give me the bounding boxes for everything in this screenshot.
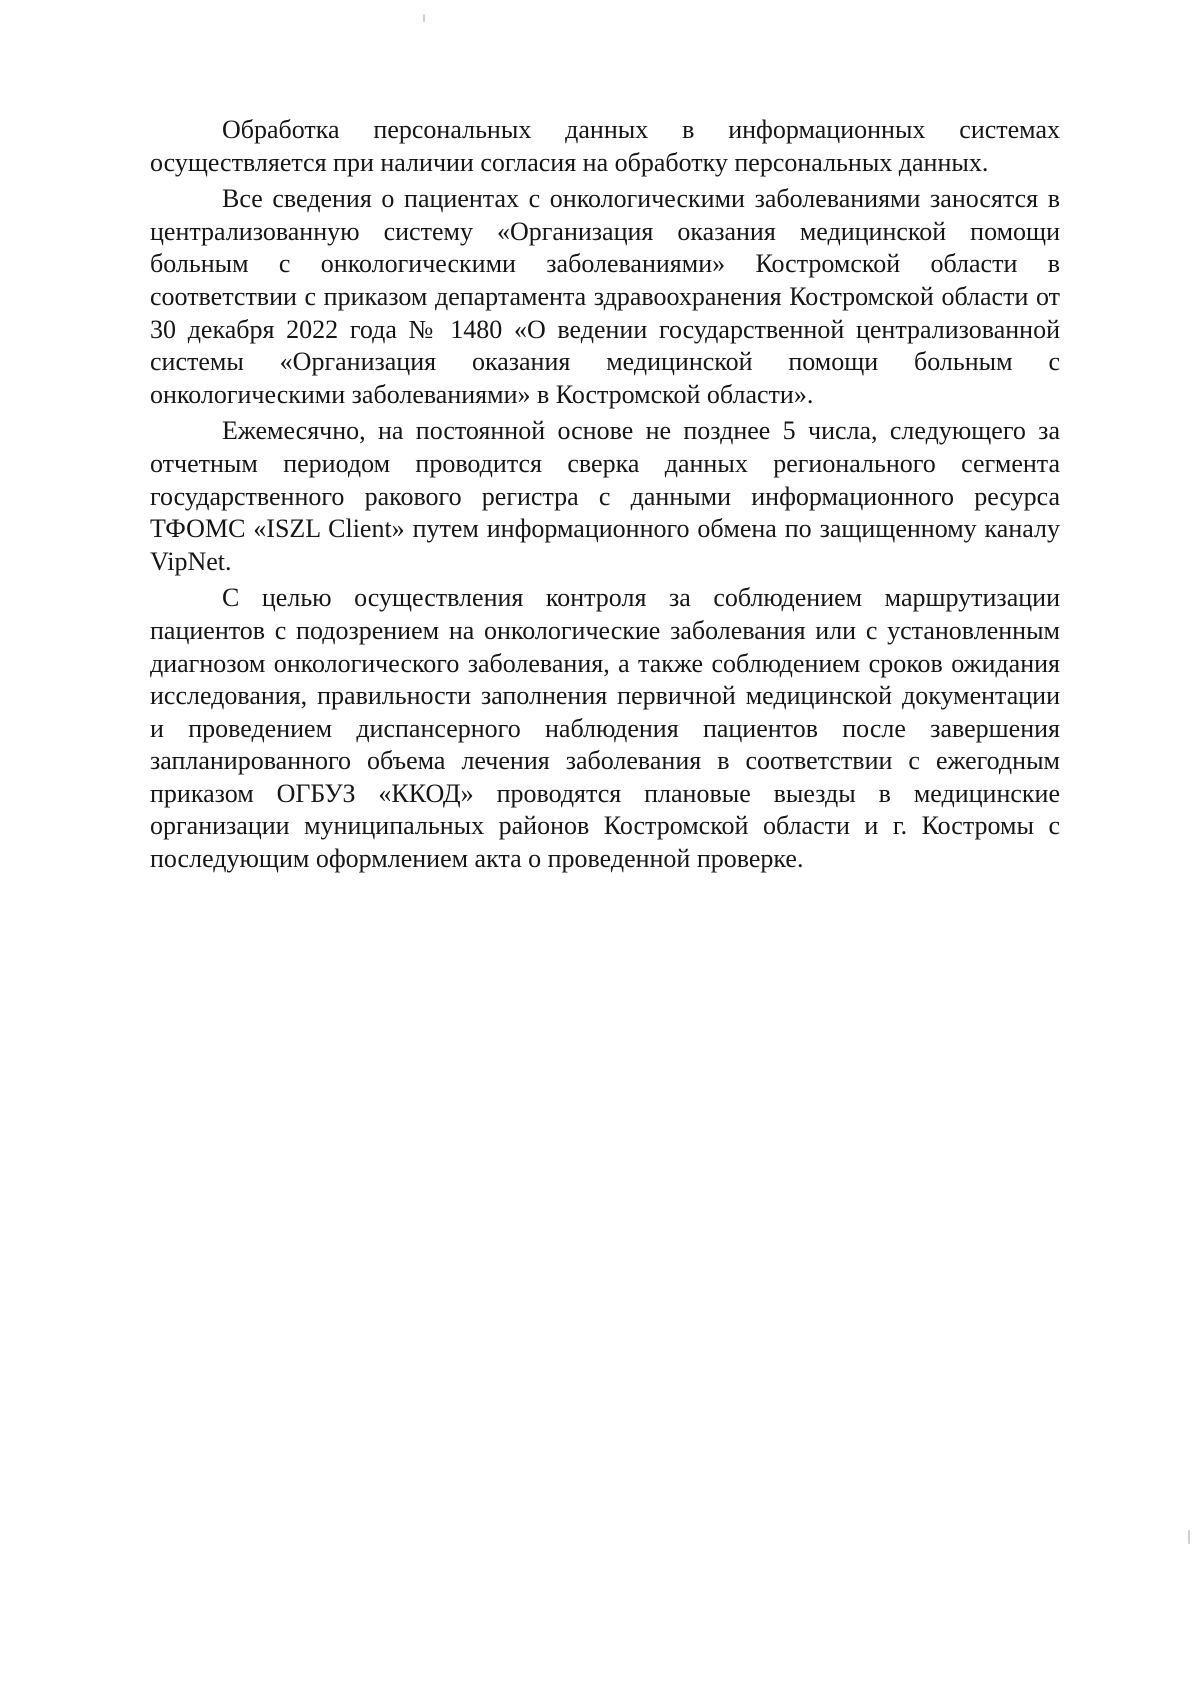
paragraph-control-inspections: С целью осуществления контроля за соблюдением маршрутизации пациентов с подозрением на онкологические заболевания или с установленным диагнозом онкологического заболевания, а также соблюдением сроков ожидания исследования, правильности заполнения первичной медицинской документации и проведением диспансерного наблюдения пациентов после завершения запланированного объема лечения заболевания в соответствии с ежегодным приказом ОГБУЗ «ККОД» проводятся плановые выезды в медицинские организации муниципальных районов Костромской области и г. Костромы с последующим оформлением акта о проведенной проверке. [150, 583, 1060, 874]
scan-speck [1188, 1530, 1190, 1544]
scan-speck [423, 14, 425, 22]
paragraph-monthly-reconciliation: Ежемесячно, на постоянной основе не позднее 5 числа, следующего за отчетным периодом проводится сверка данных регионального сегмента государственного ракового регистра с данными информационного ресурса ТФОМС «ISZL Client» путем информационного обмена по защищенному каналу VipNet. [150, 416, 1060, 576]
document-body [150, 114, 1060, 876]
paragraph-centralized-system: Все сведения о пациентах с онкологическими заболеваниями заносятся в централизованную систему «Организация оказания медицинской помощи больным с онкологическими заболеваниями» Костромской области в соответствии с приказом департамента здравоохранения Костромской области от 30 декабря 2022 года № 1480 «О ведении государственной централизованной системы «Организация оказания медицинской помощи больным с онкологическими заболеваниями» в Костромской области». [150, 184, 1060, 409]
paragraph-personal-data: Обработка персональных данных в информационных системах осуществляется при наличии согласия на обработку персональных данных. [150, 115, 1060, 177]
